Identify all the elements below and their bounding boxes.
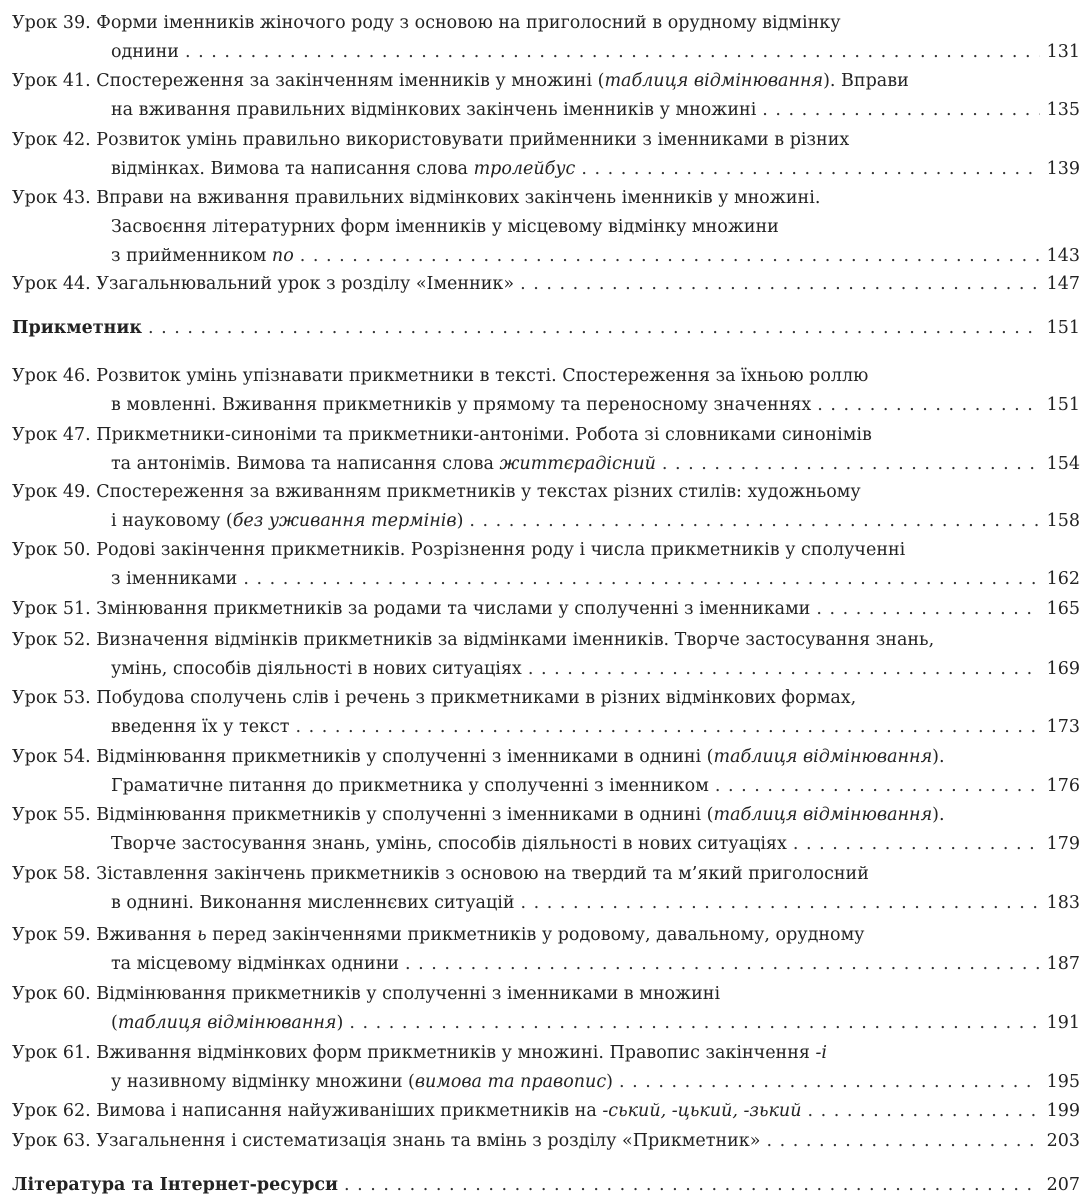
entry-text: ) bbox=[606, 1072, 613, 1092]
entry-text: ( bbox=[111, 1013, 118, 1033]
entry-text: Розвиток умінь упізнавати прикметники в тексті. Спостереження за їхньою роллю bbox=[96, 366, 869, 386]
lesson-number: Урок 52. bbox=[12, 630, 91, 650]
lesson-number: Урок 54. bbox=[12, 747, 91, 767]
entry-text: Вимова і написання найуживаніших прикметників на bbox=[96, 1101, 603, 1121]
page-number: 154 bbox=[1046, 454, 1080, 474]
entry-text: перед закінченнями прикметників у родовому, давальному, орудному bbox=[206, 925, 865, 945]
entry-text: з іменниками bbox=[111, 569, 238, 589]
toc-entry bbox=[12, 421, 1080, 479]
entry-text-italic: вимова та правопис bbox=[414, 1072, 607, 1092]
toc-entry bbox=[12, 743, 1080, 801]
page-number: 135 bbox=[1046, 100, 1080, 120]
page-number: 203 bbox=[1046, 1131, 1080, 1151]
page-number: 169 bbox=[1046, 659, 1080, 679]
toc-entry bbox=[12, 860, 1080, 918]
entry-text: Спостереження за закінченням іменників у множині ( bbox=[96, 71, 605, 91]
entry-text: в мовленні. Вживання прикметників у прямому та переносному значеннях bbox=[111, 395, 812, 415]
toc-entry bbox=[12, 1097, 1080, 1126]
lesson-number: Урок 61. bbox=[12, 1043, 91, 1063]
lesson-number: Урок 50. bbox=[12, 540, 91, 560]
dot-leader bbox=[405, 950, 1040, 979]
lesson-number: Урок 59. bbox=[12, 925, 91, 945]
toc-entry bbox=[12, 1127, 1080, 1156]
section-title: Прикметник bbox=[12, 318, 142, 338]
entry-text: умінь, способів діяльності в нових ситуаціях bbox=[111, 659, 522, 679]
toc-entry bbox=[12, 921, 1080, 979]
entry-text: Визначення відмінків прикметників за відмінками іменників. Творче застосування знань, bbox=[96, 630, 935, 650]
entry-text: у називному відмінку множини ( bbox=[111, 1072, 415, 1092]
entry-text-italic: таблиця відмінювання bbox=[117, 1013, 337, 1033]
dot-leader bbox=[300, 242, 1040, 271]
dot-leader bbox=[807, 1097, 1040, 1126]
entry-text: Відмінювання прикметників у сполученні з іменниками в однині ( bbox=[96, 747, 714, 767]
dot-leader bbox=[243, 565, 1040, 594]
dot-leader bbox=[793, 830, 1040, 859]
page-number: 173 bbox=[1046, 717, 1080, 737]
toc-entry bbox=[12, 270, 1080, 299]
toc-entry bbox=[12, 67, 1080, 125]
entry-text: Вживання відмінкових форм прикметників у множині. Правопис закінчення bbox=[96, 1043, 816, 1063]
entry-text: Відмінювання прикметників у сполученні з іменниками в множині bbox=[96, 984, 721, 1004]
toc-entry bbox=[12, 980, 1080, 1038]
section-heading bbox=[12, 1171, 1080, 1200]
entry-text-italic: тролейбус bbox=[473, 159, 576, 179]
lesson-number: Урок 58. bbox=[12, 864, 91, 884]
toc-entry bbox=[12, 626, 1080, 684]
toc-entry bbox=[12, 184, 1080, 271]
entry-text: ). bbox=[932, 747, 945, 767]
page-number: 131 bbox=[1046, 42, 1080, 62]
dot-leader bbox=[817, 391, 1040, 420]
dot-leader bbox=[520, 270, 1040, 299]
page-number: 158 bbox=[1046, 511, 1080, 531]
lesson-number: Урок 62. bbox=[12, 1101, 91, 1121]
page-number: 187 bbox=[1046, 954, 1080, 974]
lesson-number: Урок 46. bbox=[12, 366, 91, 386]
dot-leader bbox=[148, 314, 1040, 343]
entry-text: на вживання правильних відмінкових закінчень іменників у множині bbox=[111, 100, 757, 120]
section-title: Література та Інтернет-ресурси bbox=[12, 1175, 339, 1195]
entry-text: Спостереження за вживанням прикметників у текстах різних стилів: художньому bbox=[96, 482, 861, 502]
lesson-number: Урок 39. bbox=[12, 13, 91, 33]
entry-text: ). Вправи bbox=[823, 71, 909, 91]
toc-entry bbox=[12, 595, 1080, 624]
dot-leader bbox=[581, 155, 1040, 184]
lesson-number: Урок 51. bbox=[12, 599, 91, 619]
entry-text-italic: ь bbox=[197, 925, 207, 945]
dot-leader bbox=[295, 713, 1040, 742]
entry-text: Форми іменників жіночого роду з основою на приголосний в орудному відмінку bbox=[96, 13, 841, 33]
dot-leader bbox=[344, 1171, 1040, 1200]
entry-text: Вправи на вживання правильних відмінкових закінчень іменників у множині. bbox=[96, 188, 821, 208]
page-number: 151 bbox=[1046, 395, 1080, 415]
dot-leader bbox=[469, 507, 1040, 536]
page-number: 183 bbox=[1046, 893, 1080, 913]
toc-entry bbox=[12, 801, 1080, 859]
entry-text: Розвиток умінь правильно використовувати прийменники з іменниками в різних bbox=[96, 130, 850, 150]
lesson-number: Урок 53. bbox=[12, 688, 91, 708]
dot-leader bbox=[816, 595, 1040, 624]
dot-leader bbox=[662, 450, 1040, 479]
entry-text: Узагальнювальний урок з розділу «Іменник» bbox=[96, 274, 515, 294]
toc-entry bbox=[12, 536, 1080, 594]
entry-text: Зіставлення закінчень прикметників з основою на твердий та м’який приголосний bbox=[96, 864, 869, 884]
toc-entry bbox=[12, 126, 1080, 184]
entry-text-italic: без уживання термінів bbox=[232, 511, 457, 531]
entry-text: Родові закінчення прикметників. Розрізнення роду і числа прикметників у сполученні bbox=[96, 540, 906, 560]
entry-text-italic: таблиця відмінювання bbox=[713, 747, 933, 767]
lesson-number: Урок 55. bbox=[12, 805, 91, 825]
lesson-number: Урок 49. bbox=[12, 482, 91, 502]
entry-text: Вживання bbox=[96, 925, 198, 945]
page-number: 151 bbox=[1046, 318, 1080, 338]
entry-text: ) bbox=[456, 511, 464, 531]
page-number: 165 bbox=[1046, 599, 1080, 619]
dot-leader bbox=[349, 1009, 1040, 1038]
dot-leader bbox=[715, 772, 1040, 801]
entry-text-italic: таблиця відмінювання bbox=[713, 805, 933, 825]
entry-text: введення їх у текст bbox=[111, 717, 290, 737]
dot-leader bbox=[762, 96, 1040, 125]
toc-entry bbox=[12, 478, 1080, 536]
toc-entry bbox=[12, 362, 1080, 420]
dot-leader bbox=[766, 1127, 1040, 1156]
page-number: 207 bbox=[1046, 1175, 1080, 1195]
entry-text-italic: по bbox=[271, 246, 294, 266]
entry-text: ). bbox=[932, 805, 945, 825]
entry-text: та антонімів. Вимова та написання слова bbox=[111, 454, 500, 474]
entry-text: відмінках. Вимова та написання слова bbox=[111, 159, 474, 179]
page-number: 179 bbox=[1046, 834, 1080, 854]
lesson-number: Урок 44. bbox=[12, 274, 91, 294]
page-number: 176 bbox=[1046, 776, 1080, 796]
entry-text: Прикметники-синоніми та прикметники-антоніми. Робота зі словниками синонімів bbox=[96, 425, 872, 445]
entry-text: та місцевому відмінках однини bbox=[111, 954, 400, 974]
entry-text: з прийменником bbox=[111, 246, 272, 266]
dot-leader bbox=[528, 655, 1040, 684]
toc-entry bbox=[12, 684, 1080, 742]
entry-text-italic: -ський, -цький, -зький bbox=[602, 1101, 802, 1121]
entry-text-italic: життєрадісний bbox=[499, 454, 656, 474]
lesson-number: Урок 41. bbox=[12, 71, 91, 91]
entry-text: Творче застосування знань, умінь, способів діяльності в нових ситуаціях bbox=[111, 834, 787, 854]
lesson-number: Урок 60. bbox=[12, 984, 91, 1004]
entry-text-italic: -і bbox=[815, 1043, 828, 1063]
entry-text: в однині. Виконання мисленнєвих ситуацій bbox=[111, 893, 515, 913]
entry-text: Засвоєння літературних форм іменників у місцевому відмінку множини bbox=[111, 217, 779, 237]
page-number: 195 bbox=[1046, 1072, 1080, 1092]
lesson-number: Урок 63. bbox=[12, 1131, 91, 1151]
page-number: 162 bbox=[1046, 569, 1080, 589]
lesson-number: Урок 43. bbox=[12, 188, 91, 208]
entry-text: Змінювання прикметників за родами та числами у сполученні з іменниками bbox=[96, 599, 811, 619]
toc-entry bbox=[12, 1039, 1080, 1097]
section-heading bbox=[12, 314, 1080, 343]
page-number: 191 bbox=[1046, 1013, 1080, 1033]
page-number: 143 bbox=[1046, 246, 1080, 266]
entry-text: і науковому ( bbox=[111, 511, 233, 531]
page-number: 199 bbox=[1046, 1101, 1080, 1121]
entry-text-italic: таблиця відмінювання bbox=[604, 71, 824, 91]
entry-text: Узагальнення і систематизація знань та вмінь з розділу «Прикметник» bbox=[96, 1131, 761, 1151]
entry-text: Побудова сполучень слів і речень з прикметниками в різних відмінкових формах, bbox=[96, 688, 857, 708]
page-number: 147 bbox=[1046, 274, 1080, 294]
toc-entry bbox=[12, 9, 1080, 67]
lesson-number: Урок 47. bbox=[12, 425, 91, 445]
dot-leader bbox=[520, 889, 1040, 918]
entry-text: однини bbox=[111, 42, 179, 62]
entry-text: Граматичне питання до прикметника у сполученні з іменником bbox=[111, 776, 709, 796]
entry-text: ) bbox=[336, 1013, 344, 1033]
lesson-number: Урок 42. bbox=[12, 130, 91, 150]
page-number: 139 bbox=[1046, 159, 1080, 179]
dot-leader bbox=[619, 1068, 1040, 1097]
entry-text: Відмінювання прикметників у сполученні з іменниками в однині ( bbox=[96, 805, 714, 825]
dot-leader bbox=[185, 38, 1040, 67]
